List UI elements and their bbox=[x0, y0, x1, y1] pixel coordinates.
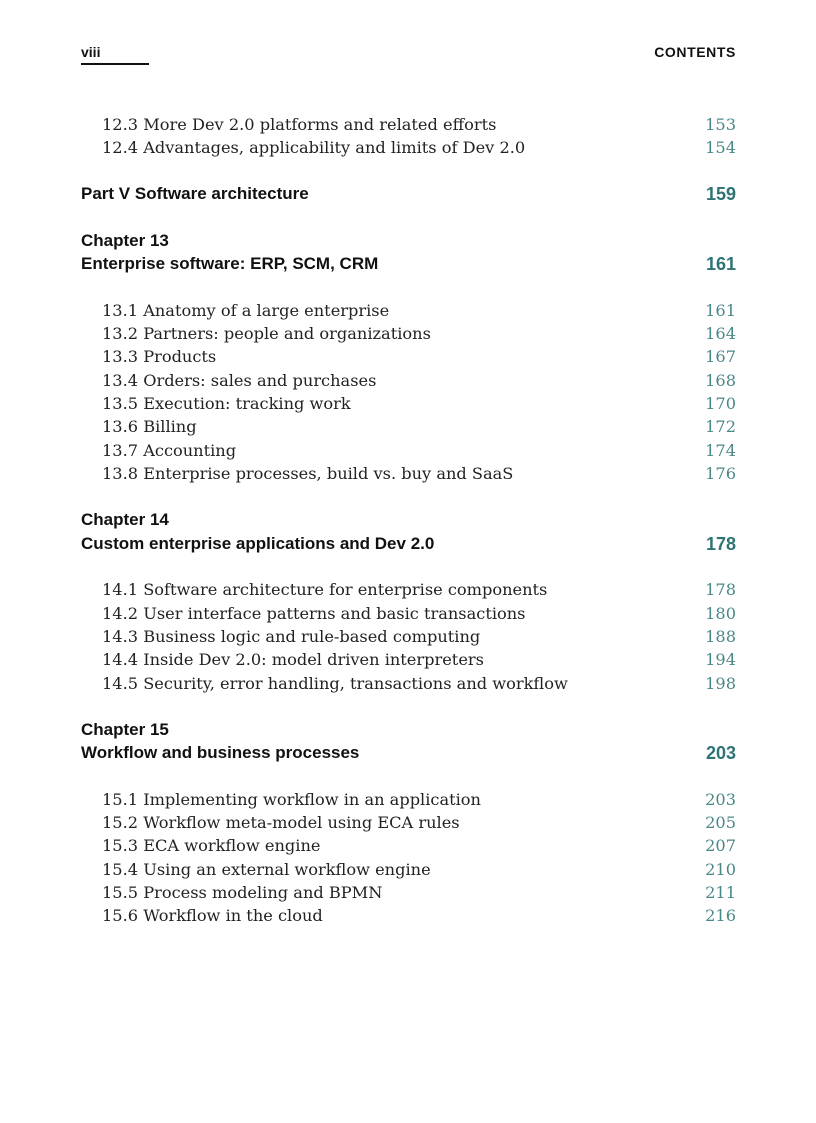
toc-entry bbox=[81, 649, 736, 673]
toc-entry-page: 167 bbox=[705, 347, 736, 366]
toc-entry-page: 170 bbox=[705, 394, 736, 413]
toc-entry bbox=[81, 416, 736, 440]
chapter-label: Chapter 15 bbox=[81, 720, 169, 739]
running-head: CONTENTS bbox=[654, 44, 736, 60]
chapter-title: Custom enterprise applications and Dev 2.0 bbox=[81, 534, 435, 553]
toc-entry-page: 161 bbox=[705, 301, 736, 320]
toc-entry bbox=[81, 905, 736, 929]
toc-entry bbox=[81, 603, 736, 627]
toc-entry-title: 14.4 Inside Dev 2.0: model driven interpreters bbox=[102, 650, 484, 669]
folio-underline bbox=[81, 63, 149, 65]
chapter-heading bbox=[81, 253, 736, 277]
toc-entry-title: 13.1 Anatomy of a large enterprise bbox=[102, 301, 390, 320]
toc-entry-title: 14.3 Business logic and rule-based computing bbox=[102, 627, 481, 646]
chapter-label-line bbox=[81, 719, 736, 743]
toc-entry-page: 178 bbox=[705, 580, 736, 599]
toc-entry-page: 188 bbox=[705, 627, 736, 646]
chapter-heading bbox=[81, 742, 736, 766]
toc-entry-title: 14.1 Software architecture for enterprise components bbox=[102, 580, 548, 599]
toc-entry bbox=[81, 626, 736, 650]
chapter-page: 178 bbox=[705, 534, 736, 554]
toc-entry-page: 168 bbox=[705, 371, 736, 390]
toc-entry bbox=[81, 859, 736, 883]
toc-entry-title: 13.7 Accounting bbox=[102, 441, 237, 460]
toc-entry-title: 15.1 Implementing workflow in an application bbox=[102, 790, 481, 809]
toc-entry-page: 205 bbox=[705, 813, 736, 832]
chapter-page: 203 bbox=[705, 743, 736, 763]
toc-entry-page: 198 bbox=[705, 674, 736, 693]
toc-entry bbox=[81, 346, 736, 370]
toc-entry bbox=[81, 114, 736, 138]
chapter-title: Workflow and business processes bbox=[81, 743, 360, 762]
toc-entry bbox=[81, 579, 736, 603]
chapter-label-line bbox=[81, 509, 736, 533]
toc-entry-page: 203 bbox=[705, 790, 736, 809]
page-folio: viii bbox=[81, 44, 101, 60]
toc-entry-title: 15.4 Using an external workflow engine bbox=[102, 860, 431, 879]
toc-entry-page: 174 bbox=[705, 441, 736, 460]
part-page: 159 bbox=[705, 184, 736, 204]
chapter-heading bbox=[81, 533, 736, 557]
toc-entry-page: 164 bbox=[705, 324, 736, 343]
toc-entry-page: 153 bbox=[705, 115, 736, 134]
toc-entry-page: 180 bbox=[705, 604, 736, 623]
part-heading bbox=[81, 183, 736, 207]
toc-entry-title: 15.6 Workflow in the cloud bbox=[102, 906, 323, 925]
toc-entry bbox=[81, 370, 736, 394]
toc-entry-title: 13.4 Orders: sales and purchases bbox=[102, 371, 377, 390]
toc-entry-title: 13.6 Billing bbox=[102, 417, 197, 436]
toc-entry-title: 15.5 Process modeling and BPMN bbox=[102, 883, 383, 902]
toc-entry-title: 12.3 More Dev 2.0 platforms and related efforts bbox=[102, 115, 497, 134]
toc-entry-page: 207 bbox=[705, 836, 736, 855]
toc-entry-title: 14.2 User interface patterns and basic transactions bbox=[102, 604, 526, 623]
part-title: Part V Software architecture bbox=[81, 184, 309, 203]
toc-entry-title: 13.2 Partners: people and organizations bbox=[102, 324, 431, 343]
chapter-label: Chapter 14 bbox=[81, 510, 169, 529]
toc-entry bbox=[81, 463, 736, 487]
toc-entry-page: 210 bbox=[705, 860, 736, 879]
chapter-page: 161 bbox=[705, 254, 736, 274]
toc-entry bbox=[81, 882, 736, 906]
toc-entry-title: 15.3 ECA workflow engine bbox=[102, 836, 321, 855]
toc-entry bbox=[81, 300, 736, 324]
toc-entry-page: 154 bbox=[705, 138, 736, 157]
toc-entry bbox=[81, 440, 736, 464]
toc-entry-page: 216 bbox=[705, 906, 736, 925]
toc-entry bbox=[81, 137, 736, 161]
toc-entry-page: 176 bbox=[705, 464, 736, 483]
toc-entry bbox=[81, 835, 736, 859]
toc-entry-title: 13.8 Enterprise processes, build vs. buy and SaaS bbox=[102, 464, 514, 483]
toc-entry-page: 172 bbox=[705, 417, 736, 436]
chapter-title: Enterprise software: ERP, SCM, CRM bbox=[81, 254, 379, 273]
page-header bbox=[81, 42, 736, 66]
toc-entry bbox=[81, 673, 736, 697]
toc-entry bbox=[81, 812, 736, 836]
toc-entry bbox=[81, 789, 736, 813]
toc-entry-title: 13.5 Execution: tracking work bbox=[102, 394, 351, 413]
chapter-label: Chapter 13 bbox=[81, 231, 169, 250]
toc-entry-page: 211 bbox=[705, 883, 736, 902]
toc-entry bbox=[81, 323, 736, 347]
toc-entry-title: 12.4 Advantages, applicability and limits of Dev 2.0 bbox=[102, 138, 526, 157]
toc-entry-title: 14.5 Security, error handling, transactions and workflow bbox=[102, 674, 568, 693]
chapter-label-line bbox=[81, 230, 736, 254]
toc-entry bbox=[81, 393, 736, 417]
toc-entry-title: 13.3 Products bbox=[102, 347, 217, 366]
toc-entry-title: 15.2 Workflow meta-model using ECA rules bbox=[102, 813, 460, 832]
toc-entry-page: 194 bbox=[705, 650, 736, 669]
